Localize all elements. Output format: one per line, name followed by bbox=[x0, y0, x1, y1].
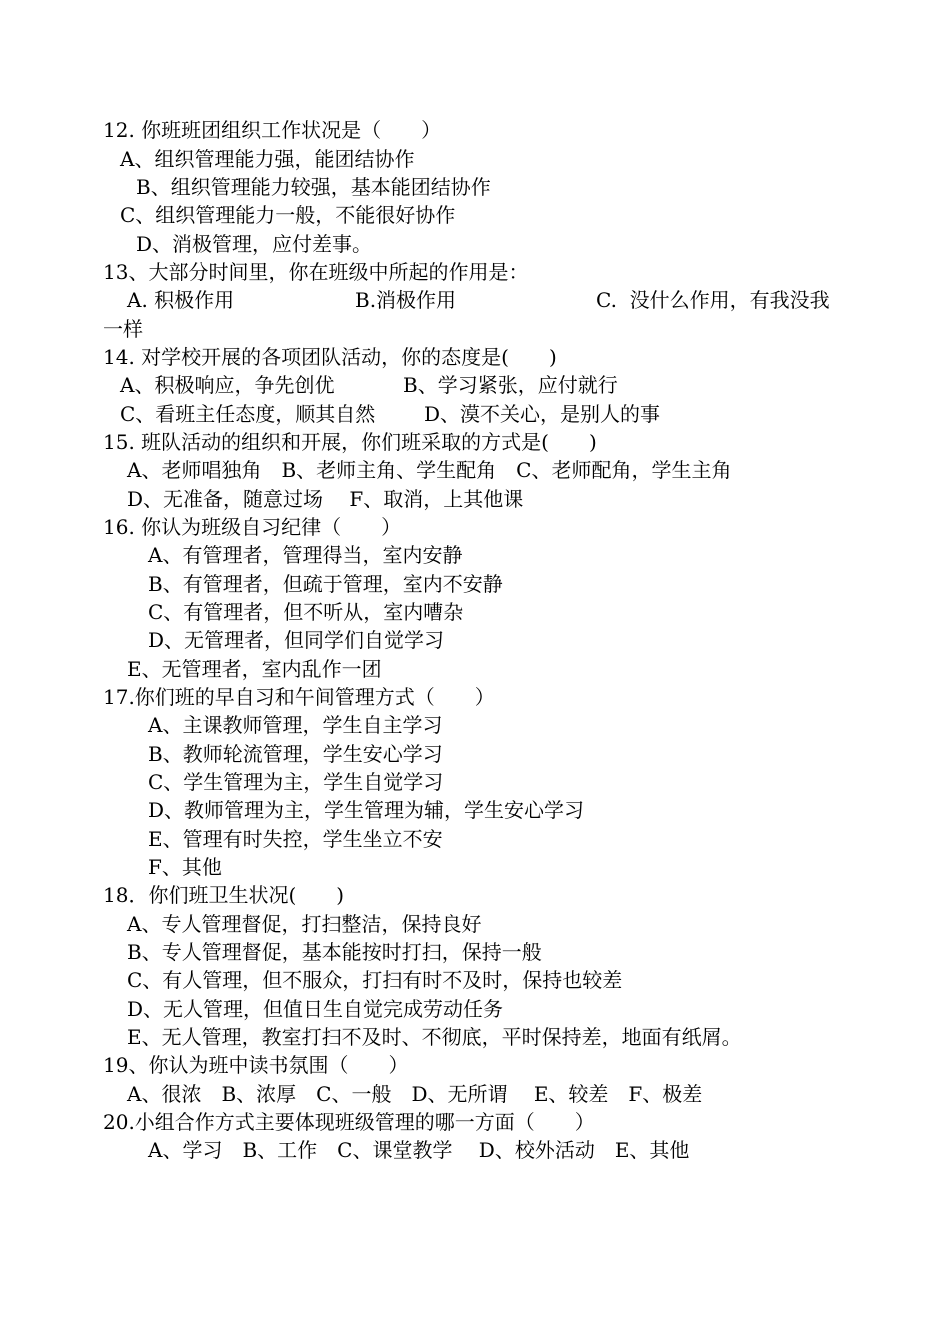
q18-option-e: E、无人管理，教室打扫不及时、不彻底，平时保持差，地面有纸屑。 bbox=[127, 1025, 742, 1049]
q13-option-b: B.消极作用 bbox=[355, 288, 457, 312]
q17-option-f: F、其他 bbox=[148, 855, 222, 879]
question-20: 20.小组合作方式主要体现班级管理的哪一方面（ ） bbox=[103, 1110, 595, 1134]
question-17: 17.你们班的早自习和午间管理方式（ ） bbox=[103, 685, 495, 709]
q16-option-b: B、有管理者，但疏于管理，室内不安静 bbox=[148, 572, 503, 596]
question-12: 12. 你班班团组织工作状况是（ ） bbox=[103, 118, 442, 142]
q19-options: A、很浓 B、浓厚 C、一般 D、无所谓 E、较差 F、极差 bbox=[127, 1082, 703, 1106]
q15-options-row2: D、无准备，随意过场 F、取消，上其他课 bbox=[127, 487, 524, 511]
q16-option-d: D、无管理者，但同学们自觉学习 bbox=[148, 628, 445, 652]
q18-option-d: D、无人管理，但值日生自觉完成劳动任务 bbox=[127, 997, 504, 1021]
q13-option-a: A. 积极作用 bbox=[127, 288, 235, 312]
q17-option-a: A、主课教师管理，学生自主学习 bbox=[148, 713, 443, 737]
q15-options-row1: A、老师唱独角 B、老师主角、学生配角 C、老师配角，学生主角 bbox=[127, 458, 732, 482]
question-13: 13、大部分时间里，你在班级中所起的作用是： bbox=[103, 260, 529, 284]
q16-option-a: A、有管理者，管理得当，室内安静 bbox=[148, 543, 463, 567]
q12-option-a: A、组织管理能力强，能团结协作 bbox=[120, 147, 415, 171]
q18-option-a: A、专人管理督促，打扫整洁，保持良好 bbox=[127, 912, 482, 936]
q14-option-a: A、积极响应，争先创优 bbox=[120, 373, 335, 397]
q12-option-b: B、组织管理能力较强，基本能团结协作 bbox=[136, 175, 491, 199]
q14-option-d: D、漠不关心，是别人的事 bbox=[424, 402, 661, 426]
q16-option-e: E、无管理者，室内乱作一团 bbox=[127, 657, 382, 681]
q16-option-c: C、有管理者，但不听从，室内嘈杂 bbox=[148, 600, 464, 624]
q12-option-d: D、消极管理，应付差事。 bbox=[136, 232, 373, 256]
q18-option-c: C、有人管理，但不服众，打扫有时不及时，保持也较差 bbox=[127, 968, 623, 992]
q17-option-b: B、教师轮流管理，学生安心学习 bbox=[148, 742, 443, 766]
question-19: 19、你认为班中读书氛围（ ） bbox=[103, 1053, 409, 1077]
q13-option-c: C. 没什么作用，有我没我 bbox=[596, 288, 830, 312]
q20-options: A、学习 B、工作 C、课堂教学 D、校外活动 E、其他 bbox=[148, 1138, 690, 1162]
q13-option-c-wrap: 一样 bbox=[103, 317, 143, 341]
q14-option-b: B、学习紧张，应付就行 bbox=[403, 373, 618, 397]
q18-option-b: B、专人管理督促，基本能按时打扫，保持一般 bbox=[127, 940, 542, 964]
question-15: 15. 班队活动的组织和开展，你们班采取的方式是( ) bbox=[103, 430, 597, 454]
question-18: 18．你们班卫生状况( ) bbox=[103, 883, 345, 907]
q17-option-c: C、学生管理为主，学生自觉学习 bbox=[148, 770, 444, 794]
question-16: 16. 你认为班级自习纪律（ ） bbox=[103, 515, 402, 539]
q17-option-e: E、管理有时失控，学生坐立不安 bbox=[148, 827, 443, 851]
q14-option-c: C、看班主任态度，顺其自然 bbox=[120, 402, 376, 426]
q12-option-c: C、组织管理能力一般，不能很好协作 bbox=[120, 203, 456, 227]
question-14: 14. 对学校开展的各项团队活动，你的态度是( ) bbox=[103, 345, 557, 369]
q17-option-d: D、教师管理为主，学生管理为辅，学生安心学习 bbox=[148, 798, 585, 822]
